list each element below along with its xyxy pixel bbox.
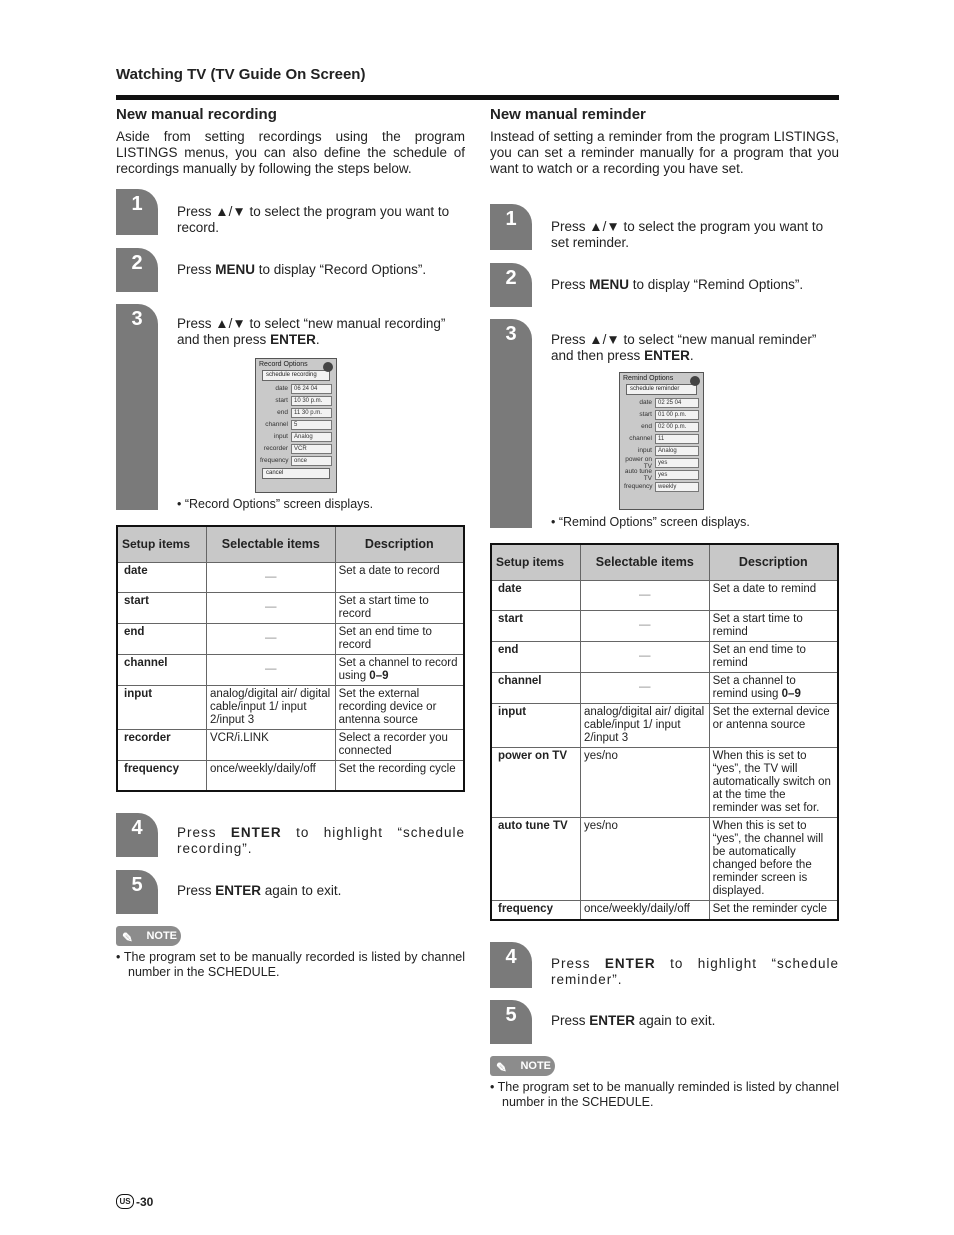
table-row: date — Set a date to record	[117, 562, 464, 592]
screen-row: input Analog	[260, 431, 332, 442]
step-number: 1	[505, 208, 517, 230]
step-1-text: Press ▲/▼ to select the program you want to set reminder.	[551, 219, 824, 250]
record-options-screen	[255, 358, 337, 493]
screen-row: end 11 30 p.m.	[260, 407, 332, 418]
right-column	[490, 106, 839, 1116]
screen-row: date 02 25 04	[624, 397, 699, 408]
screen-row: start 10 30 p.m.	[260, 395, 332, 406]
page-number-text: -30	[136, 1194, 154, 1209]
table-row: power on TV yes/no When this is set to “yes”, the TV will automatically switch on at the time the reminder was set for.	[491, 747, 838, 817]
screen-row: frequency weekly	[624, 481, 699, 492]
step-badge-5	[116, 870, 158, 914]
table-row: channel — Set a channel to record using 0–9	[117, 654, 464, 685]
remind-options-screen	[619, 372, 704, 510]
screen-row: frequency once	[260, 455, 332, 466]
step-2-text: Press MENU to display “Remind Options”.	[551, 277, 804, 292]
step-2-text: Press MENU to display “Record Options”.	[177, 262, 427, 277]
pencil-icon: ✎	[496, 1060, 507, 1075]
table-header: Selectable items	[206, 526, 335, 562]
table-header: Description	[709, 544, 838, 580]
left-note: • The program set to be manually recorded is listed by channel number in the SCHEDULE.	[116, 950, 465, 979]
screen-row: date 06 24 04	[260, 383, 332, 394]
step-badge-3	[490, 319, 532, 528]
step-5-text: Press ENTER again to exit.	[551, 1013, 716, 1028]
remind-screen-caption: • “Remind Options” screen displays.	[551, 515, 750, 529]
left-heading: New manual recording	[116, 106, 277, 123]
left-intro: Aside from setting recordings using the program LISTINGS menus, you can also define the schedule of recordings manually by following the steps below.	[116, 129, 465, 176]
right-heading: New manual reminder	[490, 106, 646, 123]
screen-row: end 02 00 p.m.	[624, 421, 699, 432]
step-badge-2	[116, 248, 158, 292]
table-row: frequency once/weekly/daily/off Set the recording cycle	[117, 760, 464, 791]
note-badge: ✎ NOTE	[490, 1056, 555, 1076]
step-badge-1	[116, 189, 158, 235]
schedule-reminder-item: schedule reminder	[626, 384, 697, 395]
remind-options-table	[490, 543, 839, 921]
screen-row: recorder VCR	[260, 443, 332, 454]
region-badge: US	[116, 1194, 134, 1209]
table-row: frequency once/weekly/daily/off Set the reminder cycle	[491, 900, 838, 920]
record-screen-caption: • “Record Options” screen displays.	[177, 497, 374, 511]
step-number: 3	[131, 308, 143, 330]
step-badge-5	[490, 1000, 532, 1044]
right-note: • The program set to be manually reminded is listed by channel number in the SCHEDULE.	[490, 1080, 839, 1109]
screen-row: input Analog	[624, 445, 699, 456]
table-header: Setup items	[117, 526, 206, 562]
step-4-text: Press ENTER to highlight “schedule recording”.	[177, 825, 465, 856]
screen-row: channel 5	[260, 419, 332, 430]
cancel-item: cancel	[262, 468, 330, 479]
table-row: start — Set a start time to record	[117, 592, 464, 623]
table-row: channel — Set a channel to remind using 0–9	[491, 672, 838, 703]
screen-row: auto tune TV yes	[624, 469, 699, 480]
step-number: 2	[505, 267, 517, 289]
step-3-text: Press ▲/▼ to select “new manual reminder” and then press ENTER.	[551, 332, 817, 363]
table-header: Selectable items	[580, 544, 709, 580]
left-column	[116, 106, 465, 1006]
step-3-text: Press ▲/▼ to select “new manual recording” and then press ENTER.	[177, 316, 446, 347]
table-header: Setup items	[491, 544, 580, 580]
step-number: 3	[505, 323, 517, 345]
note-badge: ✎ NOTE	[116, 926, 181, 946]
pencil-icon: ✎	[122, 930, 133, 945]
step-5-text: Press ENTER again to exit.	[177, 883, 342, 898]
table-row: input analog/digital air/ digital cable/input 1/ input 2/input 3 Set the external recording device or antenna source	[117, 685, 464, 729]
step-badge-3	[116, 304, 158, 510]
table-header: Description	[335, 526, 464, 562]
step-number: 4	[505, 946, 517, 968]
step-number: 2	[131, 252, 143, 274]
menu-corner-icon	[690, 376, 700, 386]
step-1-text: Press ▲/▼ to select the program you want to record.	[177, 204, 450, 235]
step-4-text: Press ENTER to highlight “schedule reminder”.	[551, 956, 839, 987]
table-row: end — Set an end time to record	[117, 623, 464, 654]
schedule-recording-item: schedule recording	[262, 370, 330, 381]
step-number: 1	[131, 193, 143, 215]
right-intro: Instead of setting a reminder from the program LISTINGS, you can set a reminder manually for a program that you want to watch or a recording you have set.	[490, 129, 839, 176]
table-row: date — Set a date to remind	[491, 580, 838, 610]
table-row: auto tune TV yes/no When this is set to “yes”, the channel will be automatically changed before the reminder screen is displayed.	[491, 817, 838, 900]
table-row: start — Set a start time to remind	[491, 610, 838, 641]
step-badge-4	[490, 942, 532, 988]
section-title: Watching TV (TV Guide On Screen)	[116, 66, 366, 83]
header-rule	[116, 95, 839, 100]
step-badge-4	[116, 813, 158, 857]
table-row: recorder VCR/i.LINK Select a recorder you connected	[117, 729, 464, 760]
record-options-table	[116, 525, 465, 792]
table-row: end — Set an end time to remind	[491, 641, 838, 672]
screen-row: power on TV yes	[624, 457, 699, 468]
menu-corner-icon	[323, 362, 333, 372]
page-number	[116, 1194, 153, 1209]
table-row: input analog/digital air/ digital cable/input 1/ input 2/input 3 Set the external device or antenna source	[491, 703, 838, 747]
screen-row: start 01 00 p.m.	[624, 409, 699, 420]
step-number: 4	[131, 817, 143, 839]
screen-title: Remind Options	[623, 375, 674, 382]
screen-row: channel 11	[624, 433, 699, 444]
screen-title: Record Options	[259, 361, 308, 368]
step-badge-1	[490, 204, 532, 250]
step-number: 5	[505, 1004, 517, 1026]
step-number: 5	[131, 874, 143, 896]
step-badge-2	[490, 263, 532, 307]
